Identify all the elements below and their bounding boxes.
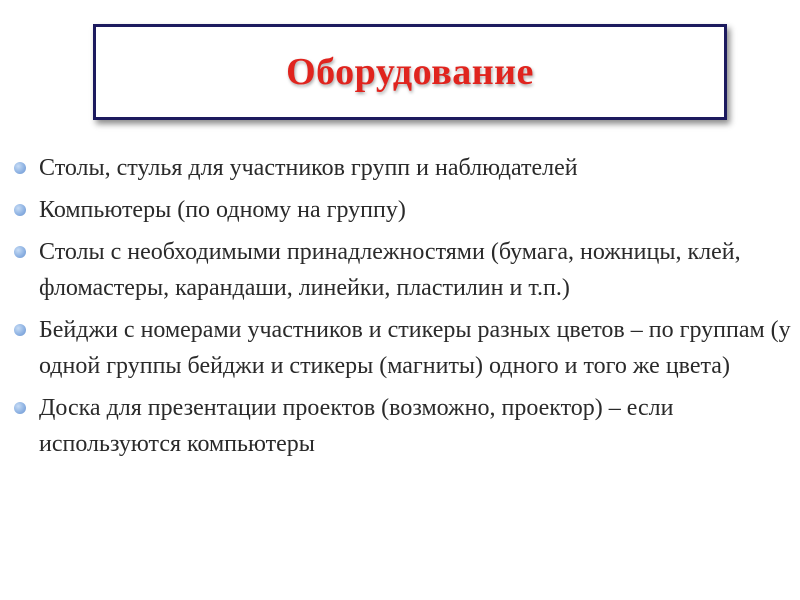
circle-bullet-icon: [14, 162, 26, 174]
bullet-text: Доска для презентации проектов (возможно, проектор) – если используются компьютеры: [39, 395, 674, 457]
bullet-text: Столы с необходимыми принадлежностями (бумага, ножницы, клей, фломастеры, карандаши, линейки, пластилин и т.п.): [39, 239, 741, 301]
bullet-list: [14, 150, 794, 468]
circle-bullet-icon: [14, 246, 26, 258]
bullet-text: Компьютеры (по одному на группу): [39, 197, 406, 223]
circle-bullet-icon: [14, 324, 26, 336]
bullet-item: [14, 234, 794, 306]
circle-bullet-icon: [14, 402, 26, 414]
bullet-text: Столы, стулья для участников групп и наблюдателей: [39, 155, 578, 181]
bullet-item: [14, 192, 794, 228]
slide-title: Оборудование: [286, 51, 534, 93]
title-box: [93, 24, 727, 120]
bullet-item: [14, 150, 794, 186]
bullet-text: Бейджи с номерами участников и стикеры разных цветов – по группам (у одной группы бейджи и стикеры (магниты) одного и того же цвета): [39, 317, 791, 379]
bullet-item: [14, 312, 794, 384]
bullet-item: [14, 390, 794, 462]
circle-bullet-icon: [14, 204, 26, 216]
